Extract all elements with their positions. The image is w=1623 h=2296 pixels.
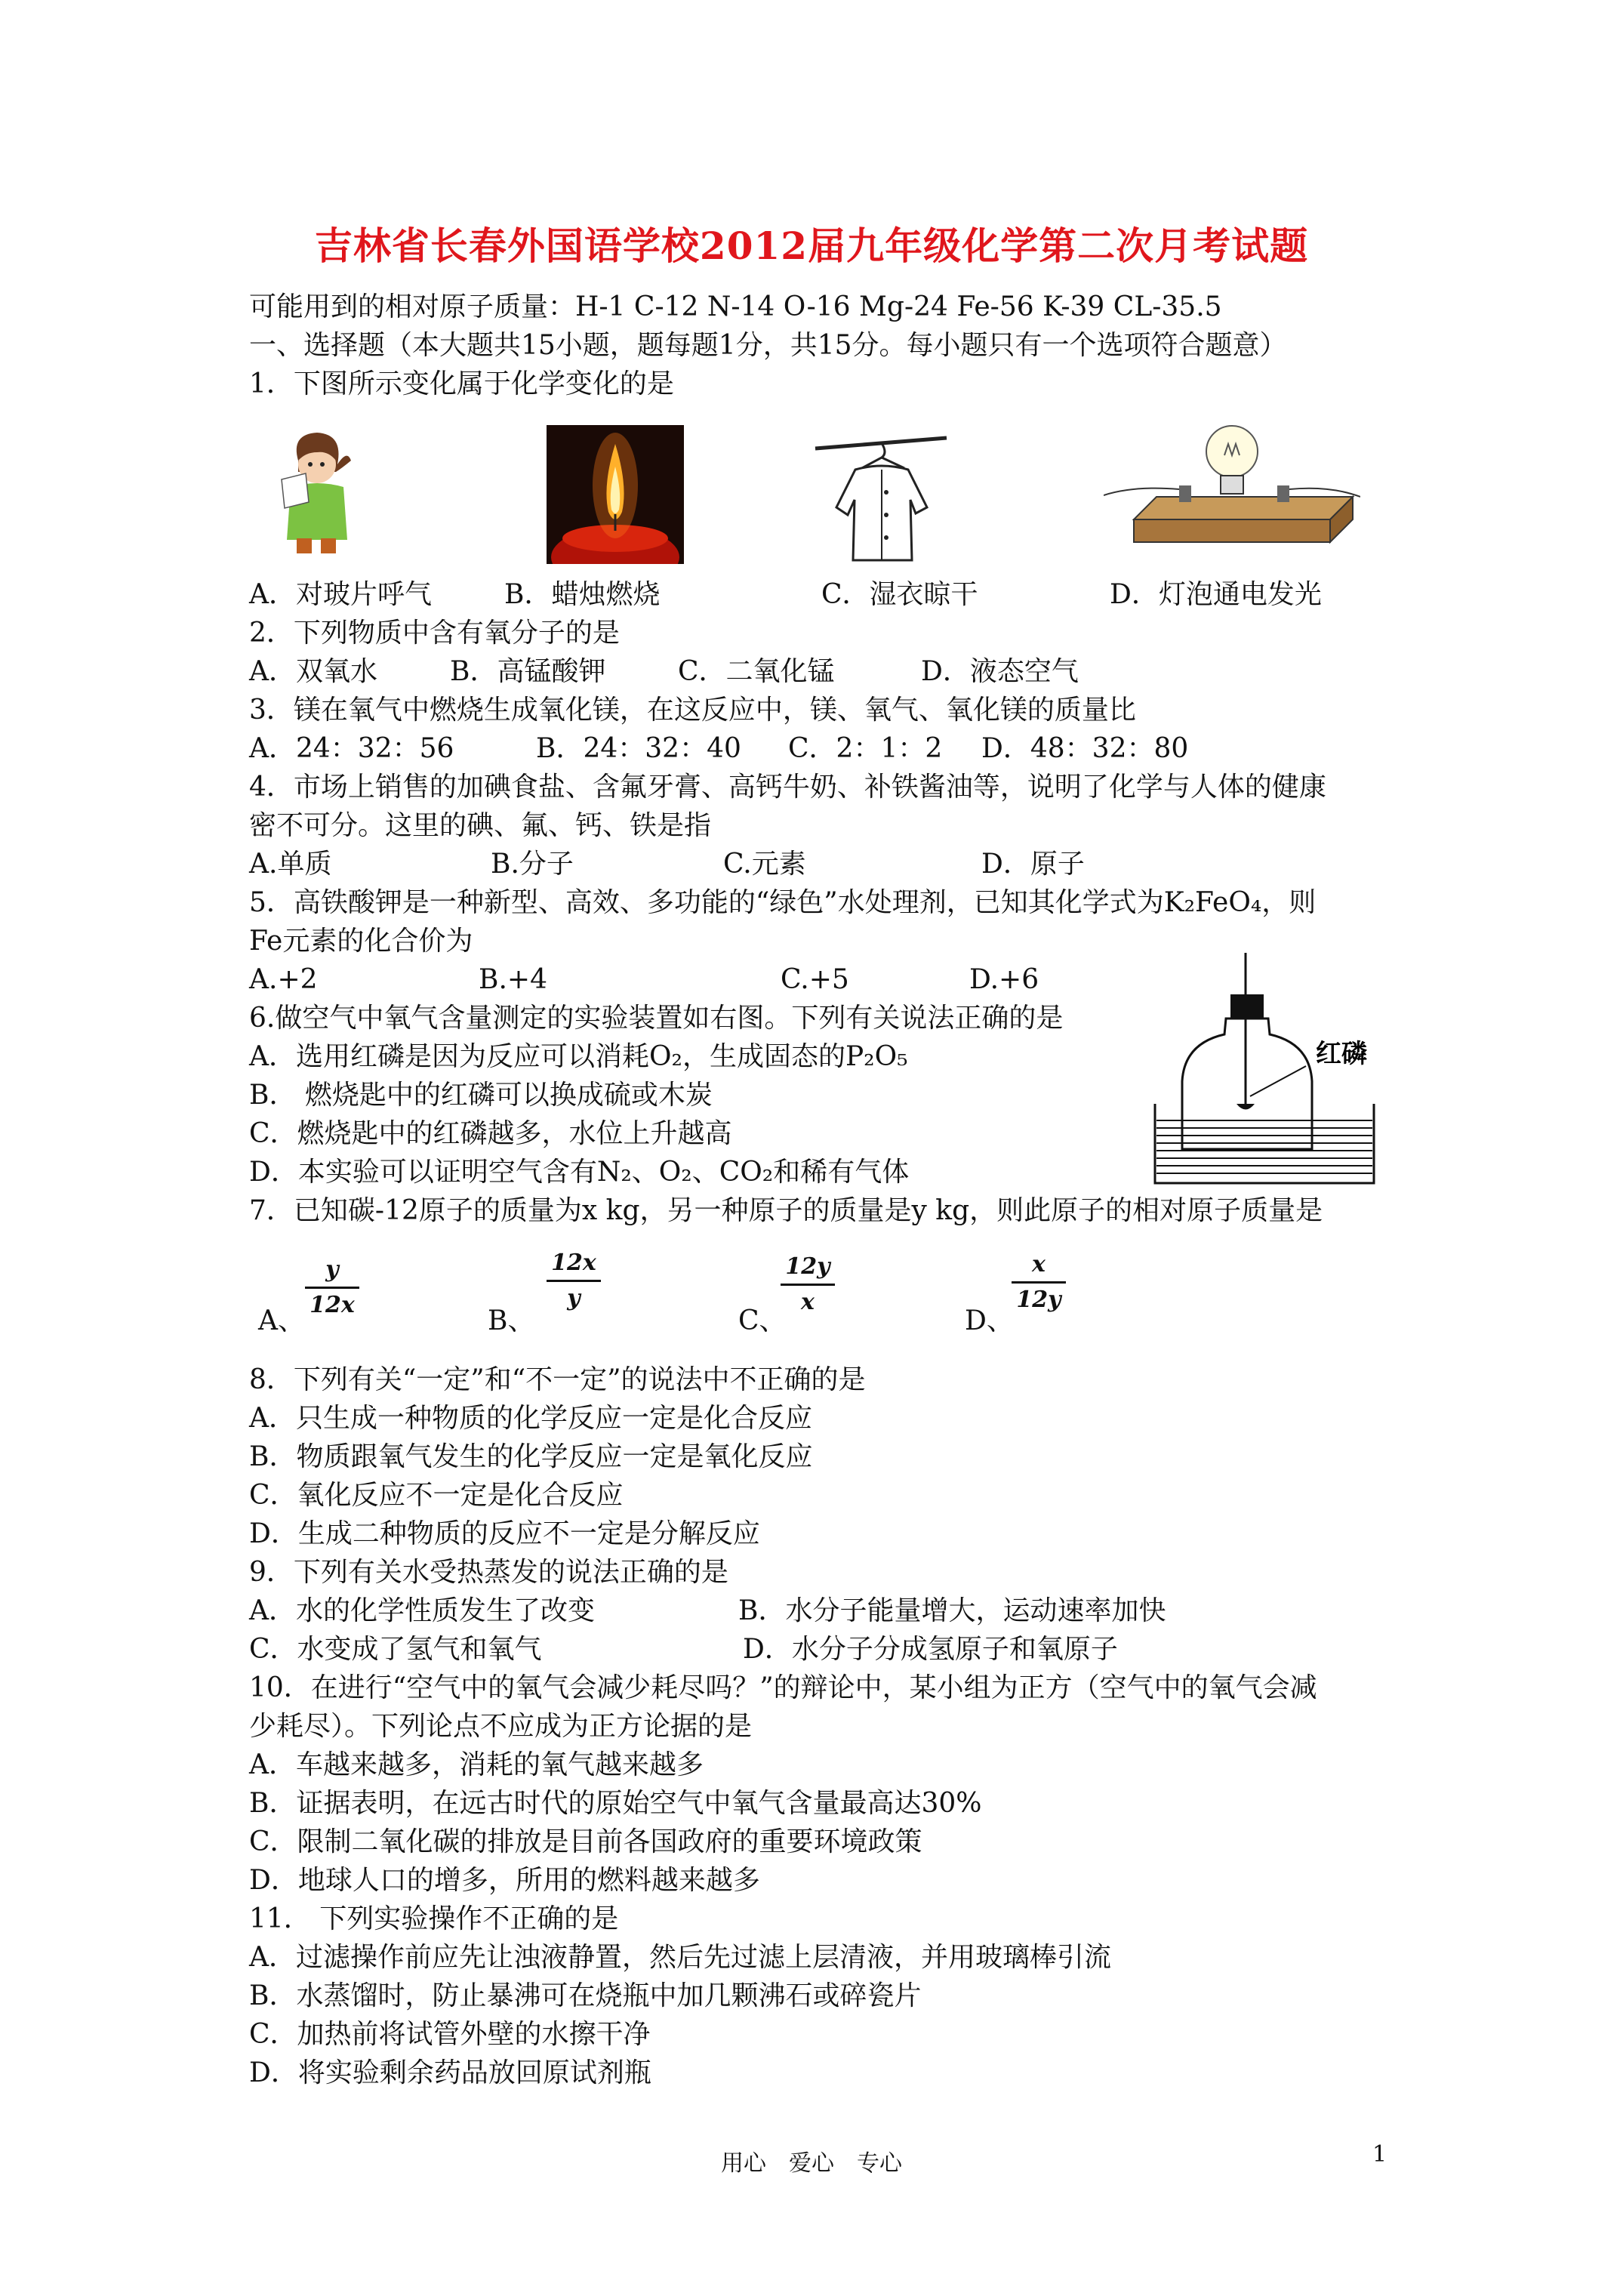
page-footer: 用心 爱心 专心 (721, 2150, 902, 2177)
q11-option-b: B．水蒸馏时，防止暴沸可在烧瓶中加几颗沸石或碎瓷片 (249, 1980, 922, 2011)
q7-option-c-fraction (778, 1252, 838, 1318)
q3-stem: 3．镁在氧气中燃烧生成氧化镁，在这反应中，镁、氧气、氧化镁的质量比 (249, 695, 1136, 726)
q1-stem: 1．下图所示变化属于化学变化的是 (249, 368, 674, 399)
q7-option-b-denominator: y (567, 1285, 581, 1311)
q5-option-a: A.+2 (249, 964, 318, 995)
atomic-masses-line: 可能用到的相对原子质量：H-1 C-12 N-14 O-16 Mg-24 Fe-56 K-39 CL-35.5 (249, 291, 1222, 322)
q7-option-c-numerator: 12y (785, 1253, 830, 1280)
q4-option-b: B.分子 (491, 849, 574, 880)
q9-option-c: C．水变成了氢气和氧气 (249, 1634, 542, 1665)
q7-option-a-numerator: y (325, 1256, 339, 1283)
q11-stem: 11． 下列实验操作不正确的是 (249, 1903, 619, 1934)
q1-option-c: C．湿衣晾干 (821, 579, 978, 610)
q3-option-d: D．48：32：80 (981, 733, 1189, 764)
q7-option-b-fraction (544, 1248, 604, 1314)
q8-option-c: C．氧化反应不一定是化合反应 (249, 1480, 624, 1511)
q8-stem: 8．下列有关“一定”和“不一定”的说法中不正确的是 (249, 1364, 866, 1395)
q8-option-a: A．只生成一种物质的化学反应一定是化合反应 (249, 1403, 812, 1434)
q3-option-a: A．24：32：56 (249, 733, 454, 764)
q10-stem-line1: 10．在进行“空气中的氧气会减少耗尽吗？”的辩论中，某小组为正方（空气中的氧气会减 (249, 1672, 1317, 1703)
q9-stem: 9．下列有关水受热蒸发的说法正确的是 (249, 1557, 728, 1588)
q4-option-a: A.单质 (249, 849, 332, 880)
q3-option-b: B．24：32：40 (536, 733, 741, 764)
q6-stem: 6.做空气中氧气含量测定的实验装置如右图。下列有关说法正确的是 (249, 1003, 1064, 1034)
page-number: 1 (1372, 2141, 1387, 2168)
q2-option-d: D．液态空气 (921, 656, 1079, 687)
q4-option-d: D．原子 (981, 849, 1085, 880)
q6-option-c: C．燃烧匙中的红磷越多，水位上升越高 (249, 1118, 732, 1149)
q10-option-a: A．车越来越多，消耗的氧气越来越多 (249, 1749, 704, 1780)
q2-option-b: B．高锰酸钾 (450, 656, 606, 687)
q10-stem-line2: 少耗尽）。下列论点不应成为正方论据的是 (249, 1711, 753, 1742)
burning-candle-image (547, 425, 684, 564)
q6-option-a: A．选用红磷是因为反应可以消耗O₂，生成固态的P₂O₅ (249, 1041, 908, 1072)
q1-option-b: B．蜡烛燃烧 (504, 579, 661, 610)
page-title: 吉林省长春外国语学校2012届九年级化学第二次月考试题 (314, 223, 1309, 268)
q10-option-c: C．限制二氧化碳的排放是目前各国政府的重要环境政策 (249, 1826, 922, 1857)
q2-option-c: C．二氧化锰 (678, 656, 835, 687)
q1-option-a: A．对玻片呼气 (249, 579, 432, 610)
q10-option-d: D．地球人口的增多，所用的燃料越来越多 (249, 1865, 760, 1896)
q5-option-c: C.+5 (781, 964, 849, 995)
q9-option-d: D．水分子分成氢原子和氧原子 (743, 1634, 1118, 1665)
q7-option-a-denominator: 12x (310, 1292, 355, 1318)
q11-option-c: C．加热前将试管外壁的水擦干净 (249, 2019, 651, 2050)
q5-option-d: D.+6 (969, 964, 1039, 995)
red-phosphorus-apparatus-diagram (1147, 953, 1404, 1187)
q9-option-a: A．水的化学性质发生了改变 (249, 1595, 595, 1626)
q5-stem-line2: Fe元素的化合价为 (249, 926, 473, 957)
q7-option-b-numerator: 12x (551, 1250, 596, 1276)
q11-option-a: A．过滤操作前应先让浊液静置，然后先过滤上层清液，并用玻璃棒引流 (249, 1942, 1111, 1973)
q7-option-a-label: A、 (258, 1305, 305, 1336)
q5-option-b: B.+4 (479, 964, 547, 995)
q7-option-d-denominator: 12y (1016, 1287, 1061, 1313)
q7-option-d-numerator: x (1032, 1251, 1046, 1277)
q2-option-a: A．双氧水 (249, 656, 377, 687)
q7-option-b-label: B、 (488, 1305, 535, 1336)
q5-stem-line1: 5．高铁酸钾是一种新型、高效、多功能的“绿色”水处理剂，已知其化学式为K₂FeO₄，则 (249, 887, 1317, 918)
girl-breathing-on-glass-image (276, 427, 359, 555)
q7-option-c-denominator: x (801, 1289, 815, 1315)
q6-option-d: D．本实验可以证明空气含有N₂、O₂、CO₂和稀有气体 (249, 1157, 910, 1188)
light-bulb-circuit-image (1104, 414, 1360, 557)
section-heading: 一、选择题（本大题共15小题，题每题1分，共15分。每小题只有一个选项符合题意） (249, 330, 1287, 361)
q10-option-b: B．证据表明，在远古时代的原始空气中氧气含量最高达30% (249, 1788, 982, 1819)
q8-option-d: D．生成二种物质的反应不一定是分解反应 (249, 1518, 760, 1549)
q2-stem: 2．下列物质中含有氧分子的是 (249, 618, 620, 649)
wet-clothes-drying-image (814, 432, 948, 568)
q9-option-b: B．水分子能量增大，运动速率加快 (738, 1595, 1166, 1626)
q4-option-c: C.元素 (723, 849, 806, 880)
q7-option-d-label: D、 (965, 1305, 1014, 1336)
q8-option-b: B．物质跟氧气发生的化学反应一定是氧化反应 (249, 1441, 813, 1472)
q7-option-d-fraction (1009, 1250, 1069, 1315)
q7-stem: 7．已知碳-12原子的质量为x kg，另一种原子的质量是y kg，则此原子的相对原子质量是 (249, 1195, 1323, 1226)
q11-option-d: D．将实验剩余药品放回原试剂瓶 (249, 2057, 651, 2088)
q4-stem-line1: 4．市场上销售的加碘食盐、含氟牙膏、高钙牛奶、补铁酱油等，说明了化学与人体的健康 (249, 772, 1326, 803)
q1-option-d: D．灯泡通电发光 (1110, 579, 1322, 610)
q6-option-b: B． 燃烧匙中的红磷可以换成硫或木炭 (249, 1080, 713, 1111)
red-phosphorus-label: 红磷 (1316, 1039, 1367, 1069)
q7-option-c-label: C、 (738, 1305, 787, 1336)
q3-option-c: C．2：1：2 (788, 733, 943, 764)
q4-stem-line2: 密不可分。这里的碘、氟、钙、铁是指 (249, 810, 712, 841)
q7-option-a-fraction (302, 1255, 362, 1321)
